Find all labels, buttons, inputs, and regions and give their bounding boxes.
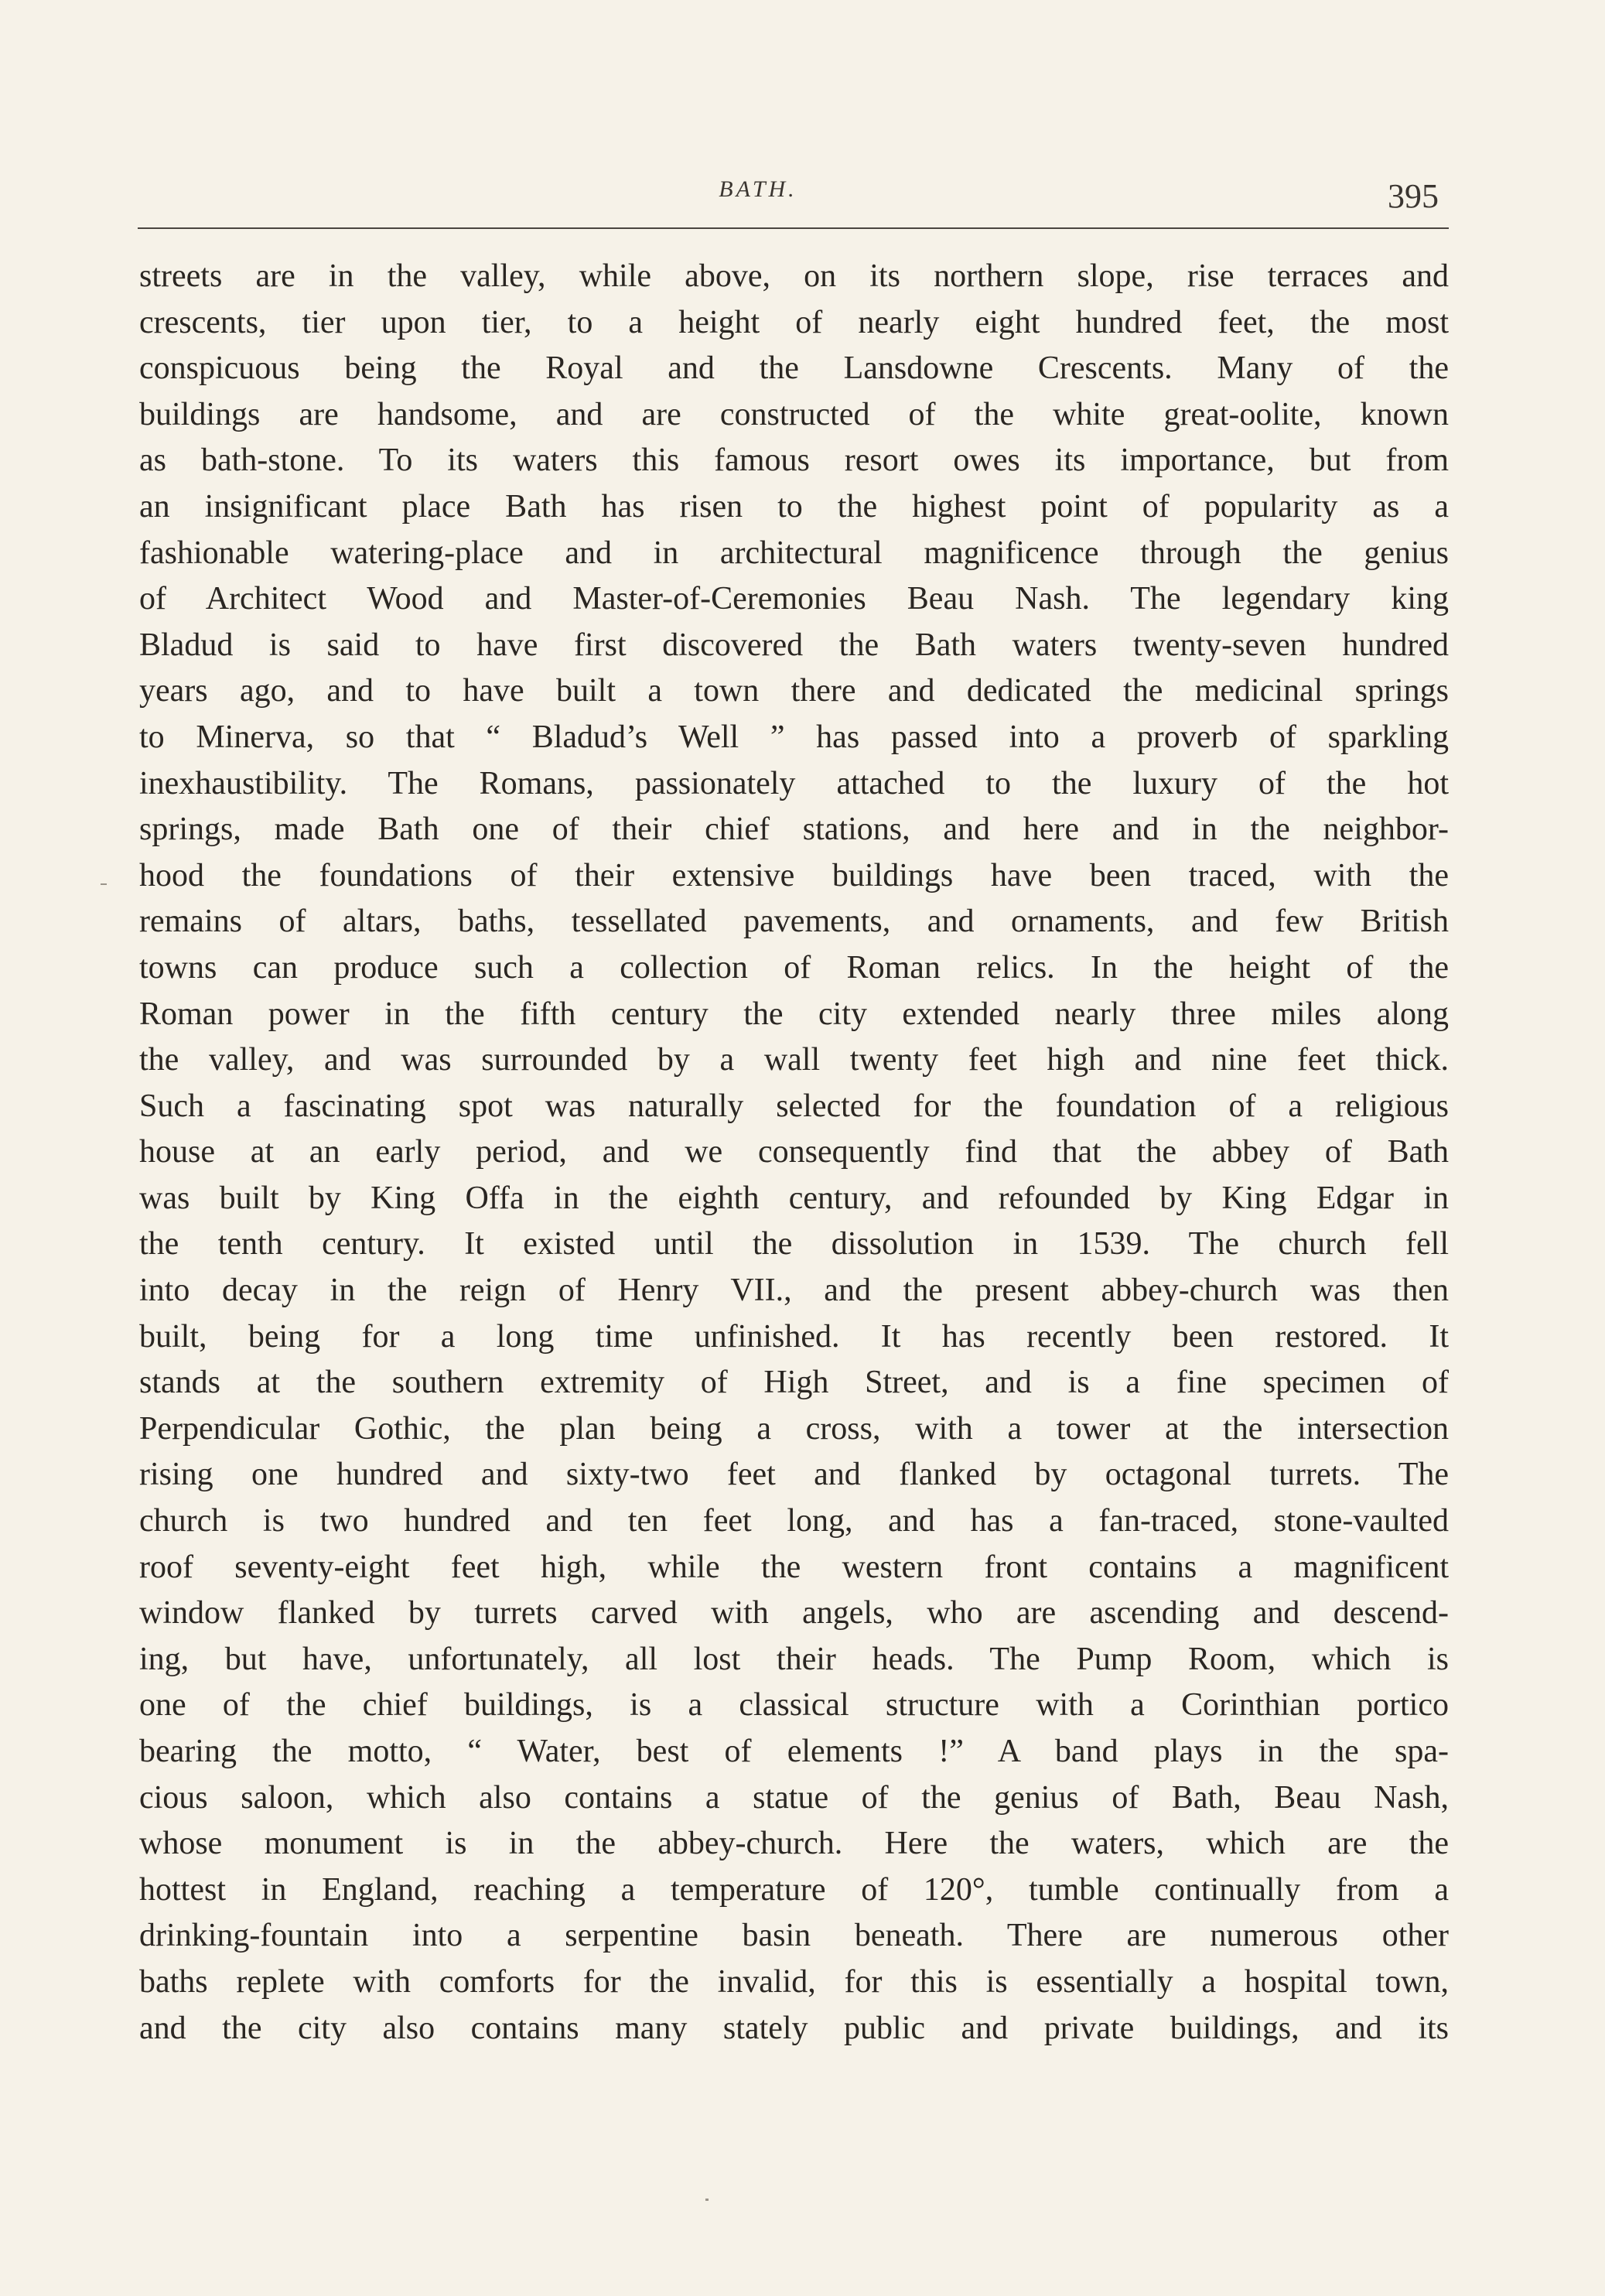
text-line: Perpendicular Gothic, the plan being a cross, with a tower at the intersection (139, 1410, 1449, 1447)
text-line: bearing the motto, “ Water, best of elements !” A band plays in the spa- (139, 1734, 1449, 1769)
text-line: Bladud is said to have first discovered the Bath waters twenty-seven hundred (139, 627, 1449, 663)
page-number: 395 (1388, 177, 1439, 215)
text-line: crescents, tier upon tier, to a height of nearly eight hundred feet, the most (139, 304, 1449, 340)
text-line: streets are in the valley, while above, on its northern slope, rise terraces and (139, 258, 1449, 294)
text-line: cious saloon, which also contains a statue of the genius of Bath, Beau Nash, (139, 1779, 1449, 1816)
text-line: buildings are handsome, and are constructed of the white great-oolite, known (139, 396, 1449, 432)
text-line: church is two hundred and ten feet long, and has a fan-traced, stone-vaulted (139, 1503, 1449, 1539)
text-line: ing, but have, unfortunately, all lost their heads. The Pump Room, which is (139, 1641, 1449, 1677)
text-line: hottest in England, reaching a temperature of 120°, tumble continually from a (139, 1871, 1449, 1908)
text-line: fashionable watering-place and in architectural magnificence through the genius (139, 535, 1449, 571)
text-line: of Architect Wood and Master-of-Ceremonies Beau Nash. The legendary king (139, 581, 1449, 617)
text-line: conspicuous being the Royal and the Lansdowne Crescents. Many of the (139, 350, 1449, 387)
text-line: to Minerva, so that “ Bladud’s Well ” has passed into a proverb of sparkling (139, 719, 1449, 755)
text-line: Such a fascinating spot was naturally selected for the foundation of a religious (139, 1088, 1449, 1124)
text-line: an insignificant place Bath has risen to the highest point of popularity as a (139, 488, 1449, 524)
text-line: built, being for a long time unfinished. It has recently been restored. It (139, 1318, 1449, 1355)
text-line: window flanked by turrets carved with angels, who are ascending and descend- (139, 1595, 1449, 1631)
text-line: and the city also contains many stately public and private buildings, and its (139, 2010, 1449, 2046)
text-line: inexhaustibility. The Romans, passionately attached to the luxury of the hot (139, 765, 1449, 801)
text-line: Roman power in the fifth century the city extended nearly three miles along (139, 996, 1449, 1032)
text-line: drinking-fountain into a serpentine basin beneath. There are numerous other (139, 1918, 1449, 1954)
text-line: towns can produce such a collection of Roman relics. In the height of the (139, 949, 1449, 986)
body-text (139, 254, 1449, 2052)
text-line: the valley, and was surrounded by a wall twenty feet high and nine feet thick. (139, 1042, 1449, 1078)
text-line: into decay in the reign of Henry VII., and the present abbey-church was then (139, 1273, 1449, 1309)
text-line: was built by King Offa in the eighth century, and refounded by King Edgar in (139, 1180, 1449, 1216)
text-line: baths replete with comforts for the invalid, for this is essentially a hospital town, (139, 1963, 1449, 2000)
margin-speck (101, 883, 107, 885)
text-line: hood the foundations of their extensive buildings have been traced, with the (139, 857, 1449, 893)
text-line: the tenth century. It existed until the dissolution in 1539. The church fell (139, 1226, 1449, 1262)
text-line: springs, made Bath one of their chief stations, and here and in the neighbor- (139, 811, 1449, 848)
text-line: as bath-stone. To its waters this famous resort owes its importance, but from (139, 442, 1449, 479)
text-line: years ago, and to have built a town there and dedicated the medicinal springs (139, 673, 1449, 709)
text-line: whose monument is in the abbey-church. Here the waters, which are the (139, 1826, 1449, 1862)
text-line: rising one hundred and sixty-two feet and flanked by octagonal turrets. The (139, 1457, 1449, 1493)
text-line: house at an early period, and we consequently find that the abbey of Bath (139, 1134, 1449, 1170)
text-line: remains of altars, baths, tessellated pavements, and ornaments, and few British (139, 904, 1449, 940)
text-line: roof seventy-eight feet high, while the western front contains a magnificent (139, 1549, 1449, 1585)
foot-speck (705, 2199, 709, 2201)
text-line: stands at the southern extremity of High Street, and is a fine specimen of (139, 1365, 1449, 1401)
running-title: BATH. (719, 176, 797, 202)
text-line: one of the chief buildings, is a classical structure with a Corinthian portico (139, 1687, 1449, 1724)
header-rule (138, 227, 1449, 229)
